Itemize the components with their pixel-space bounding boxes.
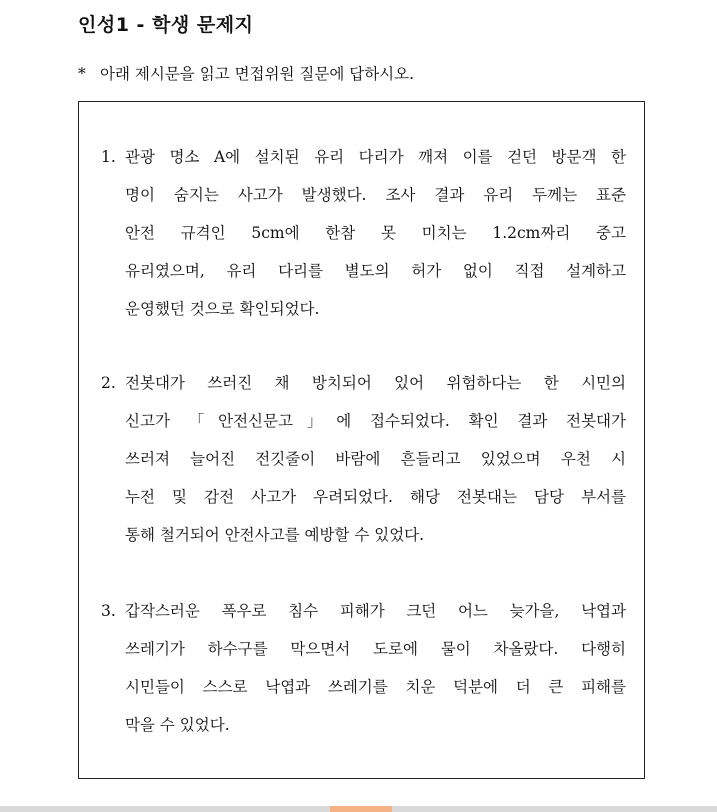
instruction-bullet: *: [78, 65, 86, 83]
passage-line: 막을 수 있었다.: [125, 716, 230, 734]
instruction-text: 아래 제시문을 읽고 면접위원 질문에 답하시오.: [100, 65, 415, 83]
passage-box: [78, 101, 645, 779]
item-number: 1.: [101, 148, 116, 166]
passage-line: 1. 관광 명소 A에 설치된 유리 다리가 깨져 이를 걷던 방문객 한: [101, 138, 626, 176]
passage-line: 쓰레기가 하수구를 막으면서 도로에 물이 차올랐다. 다행히: [125, 640, 626, 658]
passage-line: 2. 전봇대가 쓰러진 채 방치되어 있어 위험하다는 한 시민의: [101, 364, 626, 402]
footer-accent-segment: [330, 806, 392, 812]
page-footer-bar: [0, 806, 717, 812]
passage-line: 통해 철거되어 안전사고를 예방할 수 있었다.: [125, 526, 425, 544]
passage-line: 쓰러져 늘어진 전깃줄이 바람에 흔들리고 있었으며 우천 시: [125, 450, 626, 468]
passage-line: 3. 갑작스러운 폭우로 침수 피해가 크던 어느 늦가을, 낙엽과: [101, 592, 626, 630]
passage-line: 유리였으며, 유리 다리를 별도의 허가 없이 직접 설계하고: [125, 262, 626, 280]
instruction: [78, 62, 414, 86]
passage-line: 운영했던 것으로 확인되었다.: [125, 300, 320, 318]
item-number: 3.: [101, 602, 116, 620]
passage-line: 안전 규격인 5cm에 한참 못 미치는 1.2cm짜리 중고: [125, 224, 626, 242]
item-number: 2.: [101, 374, 116, 392]
passage-line: 신고가 「안전신문고」에 접수되었다. 확인 결과 전봇대가: [125, 412, 626, 430]
passage-line: 시민들이 스스로 낙엽과 쓰레기를 치운 덕분에 더 큰 피해를: [125, 678, 626, 696]
page-title: 인성1 - 학생 문제지: [78, 14, 254, 36]
passage-line: 명이 숨지는 사고가 발생했다. 조사 결과 유리 두께는 표준: [125, 186, 626, 204]
passage-line: 누전 및 감전 사고가 우려되었다. 해당 전봇대는 담당 부서를: [125, 488, 626, 506]
